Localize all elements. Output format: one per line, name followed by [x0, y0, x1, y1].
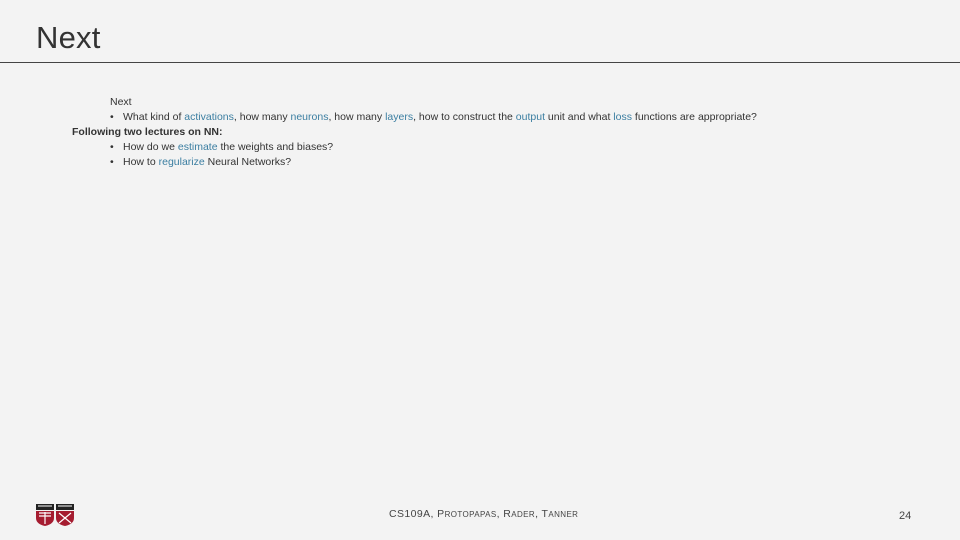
- body-line-subheading: [72, 126, 223, 139]
- footer-separator: ,: [535, 508, 542, 520]
- text-segment: , how many: [233, 111, 291, 123]
- text-segment: How to: [123, 156, 159, 168]
- footer-name: ROTOPAPAS: [444, 510, 497, 519]
- footer-initial: R: [503, 508, 512, 520]
- highlight-activations: activations: [184, 111, 234, 123]
- footer-initial: P: [437, 508, 445, 520]
- body-line-bullet-1: [110, 111, 757, 124]
- text-segment: What kind of: [123, 111, 185, 123]
- bullet-icon: •: [110, 156, 114, 168]
- highlight-regularize: regularize: [158, 156, 205, 168]
- body-line-bullet-2: [110, 141, 333, 154]
- footer-initial: T: [541, 508, 549, 520]
- bullet-icon: •: [110, 111, 114, 123]
- footer-course-credits: [389, 508, 578, 520]
- highlight-output: output: [515, 111, 545, 123]
- body-line-bullet-3: [110, 156, 291, 169]
- text-segment: the weights and biases?: [217, 141, 334, 153]
- highlight-loss: loss: [613, 111, 632, 123]
- body-line-heading: [110, 96, 132, 109]
- subheading-text: Following two lectures on NN:: [72, 126, 223, 138]
- text-segment: How do we: [123, 141, 178, 153]
- text-segment: Neural Networks?: [204, 156, 292, 168]
- footer-course: CS109A,: [389, 508, 438, 520]
- text-segment: , how many: [328, 111, 386, 123]
- text-segment: unit and what: [545, 111, 614, 123]
- footer-separator: ,: [496, 508, 504, 520]
- heading-text: Next: [110, 96, 132, 108]
- text-segment: functions are appropriate?: [631, 111, 757, 123]
- highlight-layers: layers: [385, 111, 414, 123]
- footer-name: ADER: [511, 510, 536, 519]
- title-divider: [0, 62, 960, 63]
- bullet-icon: •: [110, 141, 114, 153]
- highlight-neurons: neurons: [290, 111, 329, 123]
- footer-name: ANNER: [548, 510, 579, 519]
- university-shields-logo-icon: [35, 503, 77, 527]
- page-number: 24: [899, 510, 912, 522]
- slide-title: Next: [36, 20, 101, 55]
- text-segment: , how to construct the: [413, 111, 516, 123]
- highlight-estimate: estimate: [177, 141, 218, 153]
